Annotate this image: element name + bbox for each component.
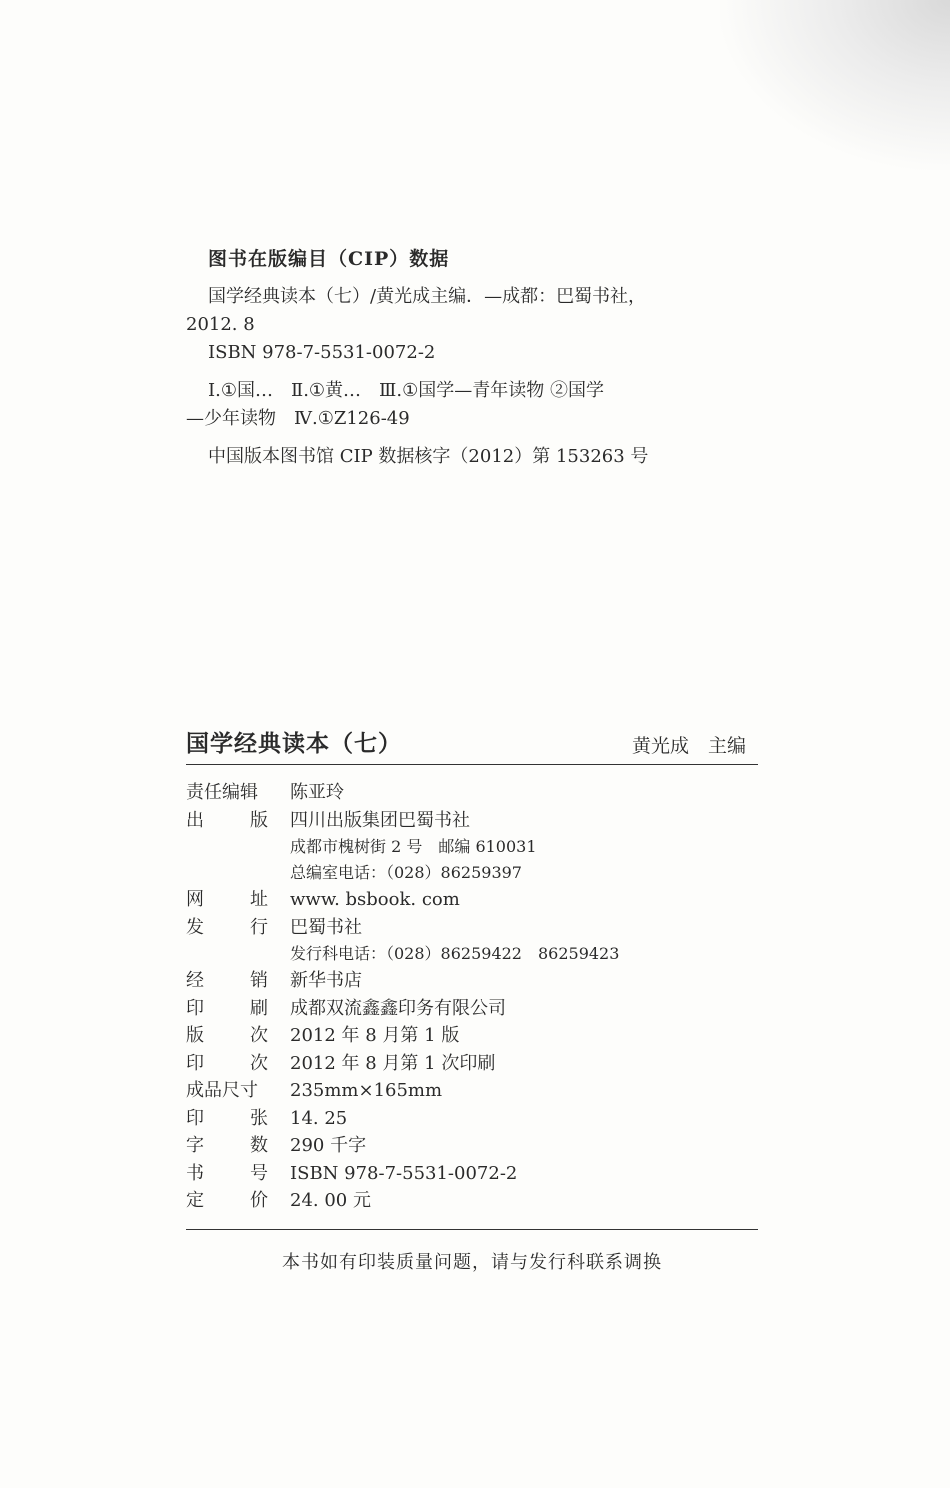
info-row-size [186, 1077, 758, 1105]
info-value: 四川出版集团巴蜀书社 [290, 809, 470, 831]
book-header [186, 722, 758, 758]
info-row-website [186, 886, 758, 914]
cip-subjects-cont: —少年读物 Ⅳ.①Z126-49 [186, 408, 410, 429]
cip-record-line-cont: 2012. 8 [186, 314, 255, 335]
info-label: 责任编辑 [186, 782, 258, 803]
info-value: 2012 年 8 月第 1 次印刷 [290, 1052, 496, 1074]
editorial-phone: 总编室电话：（028）86259397 [290, 863, 522, 882]
info-value: 290 千字 [290, 1135, 367, 1156]
cip-library-note: 中国版本图书馆 CIP 数据核字（2012）第 153263 号 [208, 446, 649, 467]
info-label: 网 址 [186, 889, 268, 910]
info-label: 成品尺寸 [186, 1080, 258, 1101]
info-row-phone [186, 860, 758, 886]
page-corner-shadow [720, 0, 950, 170]
info-value: 成都双流鑫鑫印务有限公司 [290, 997, 506, 1019]
divider-bottom [186, 1229, 758, 1230]
info-row-sheets [186, 1105, 758, 1133]
cip-subjects: Ⅰ.①国… Ⅱ.①黄… Ⅲ.①国学—青年读物 ②国学 [208, 380, 604, 401]
info-value: 14. 25 [290, 1107, 348, 1129]
info-row-printing [186, 1050, 758, 1078]
info-label: 定 价 [186, 1190, 268, 1211]
info-row-distributor [186, 914, 758, 942]
info-label: 字 数 [186, 1135, 268, 1156]
info-row-words [186, 1132, 758, 1160]
cip-title: 图书在版编目（CIP）数据 [208, 248, 450, 270]
info-row-seller [186, 967, 758, 995]
info-row-edition [186, 1022, 758, 1050]
divider-top [186, 764, 758, 765]
info-value: 新华书店 [290, 970, 362, 991]
cip-data-block [186, 244, 746, 471]
info-value: ISBN 978-7-5531-0072-2 [290, 1162, 518, 1184]
website-value: www. bsbook. com [290, 889, 460, 910]
info-label: 发 行 [186, 916, 268, 938]
info-label: 版 次 [186, 1025, 268, 1046]
info-value: 巴蜀书社 [290, 916, 362, 938]
footer-note: 本书如有印装质量问题，请与发行科联系调换 [282, 1251, 662, 1273]
info-rows [186, 779, 758, 1215]
info-row-distributor-phone [186, 941, 758, 967]
info-value: 2012 年 8 月第 1 版 [290, 1025, 460, 1046]
info-label: 经 销 [186, 970, 268, 991]
info-row-responsible-editor [186, 779, 758, 807]
publisher-address: 成都市槐树街 2 号 邮编 610031 [290, 837, 537, 856]
publication-info [186, 722, 758, 1274]
info-value: 24. 00 元 [290, 1190, 371, 1211]
info-row-publisher [186, 807, 758, 835]
info-value: 235mm×165mm [290, 1080, 443, 1101]
info-row-printer [186, 995, 758, 1023]
distribution-phone: 发行科电话：（028）86259422 86259423 [290, 944, 620, 963]
info-label: 书 号 [186, 1162, 268, 1184]
book-editor: 黄光成 主编 [631, 735, 746, 757]
cip-isbn: ISBN 978-7-5531-0072-2 [208, 342, 436, 363]
info-label: 印 张 [186, 1107, 268, 1129]
info-row-price [186, 1187, 758, 1215]
info-row-address [186, 834, 758, 860]
info-value: 陈亚玲 [290, 782, 344, 803]
info-label: 印 刷 [186, 997, 268, 1019]
cip-record-line: 国学经典读本（七）/黄光成主编．—成都：巴蜀书社， [208, 286, 647, 307]
info-row-isbn [186, 1160, 758, 1188]
info-label: 出 版 [186, 809, 268, 831]
book-title: 国学经典读本（七） [186, 730, 402, 757]
info-label: 印 次 [186, 1052, 268, 1074]
